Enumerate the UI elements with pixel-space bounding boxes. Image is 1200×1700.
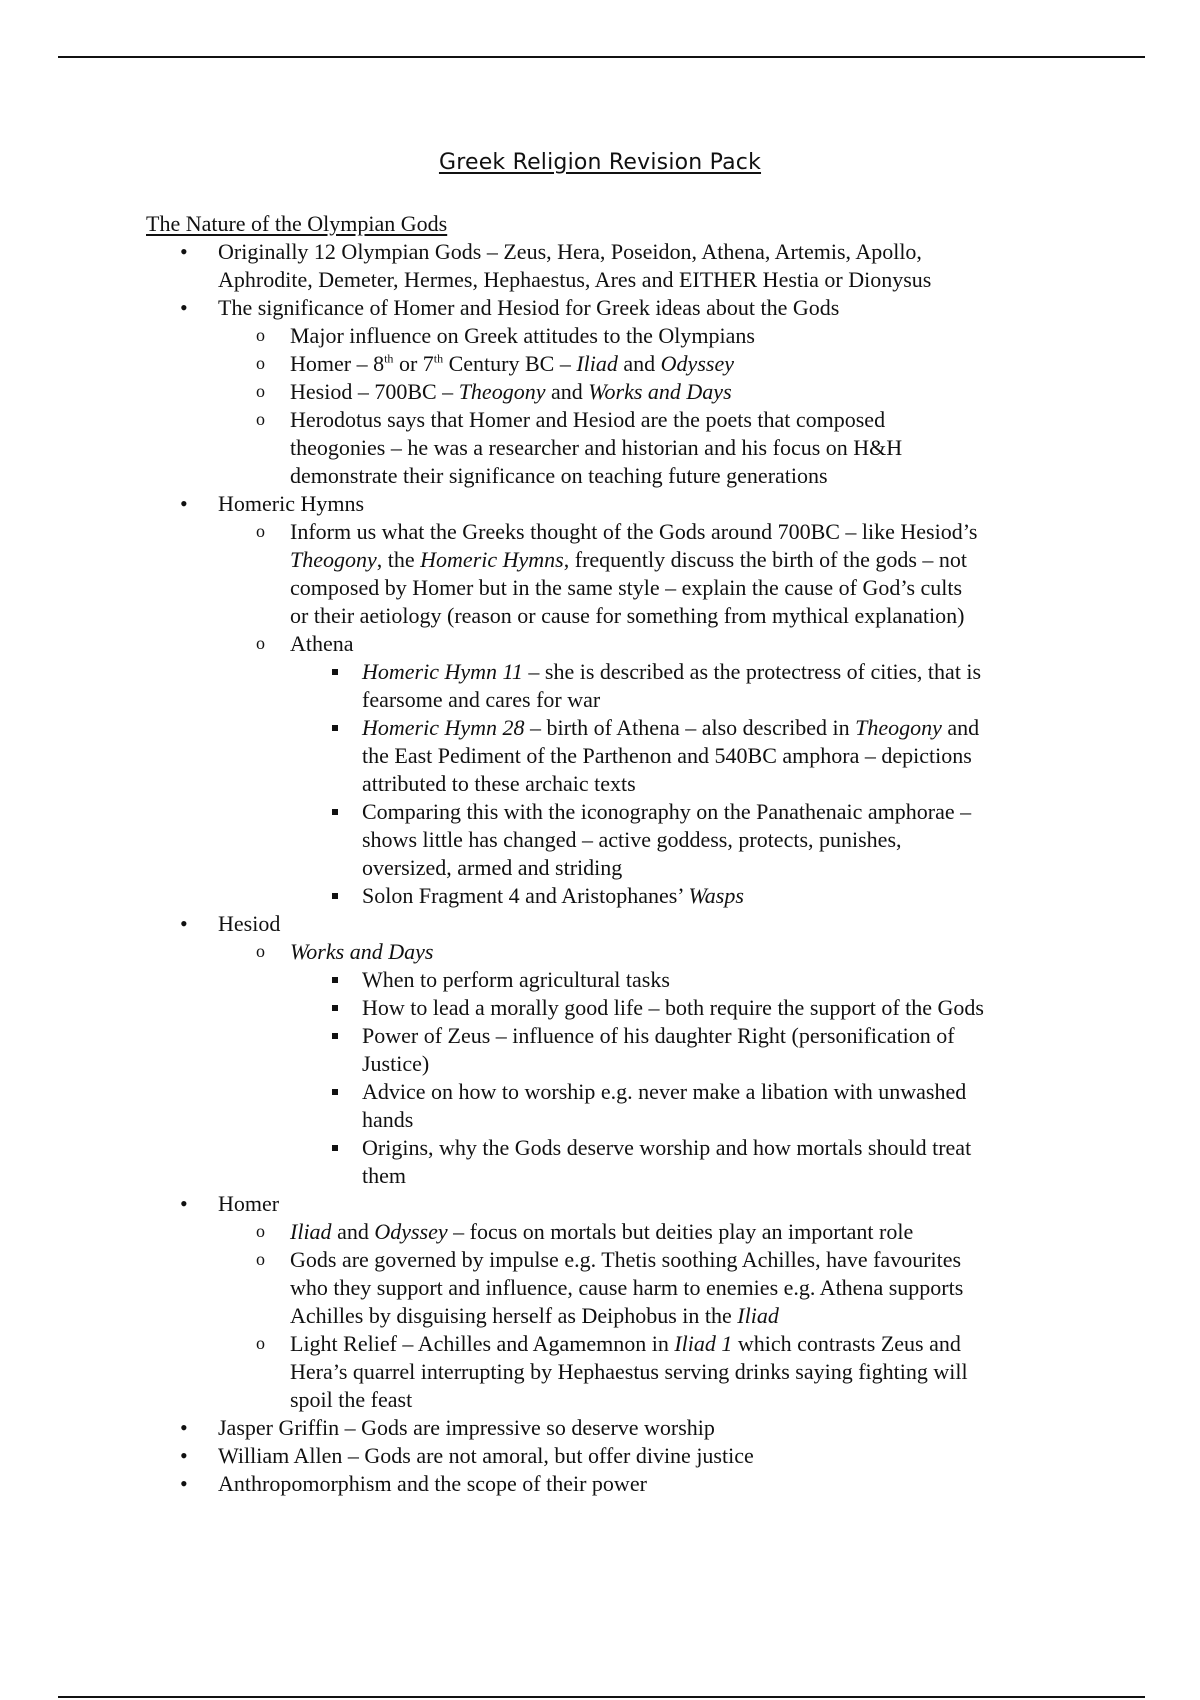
list-item: o Homer – 8th or 7th Century BC – Iliad and Odyssey: [218, 350, 1106, 378]
sub-list: [218, 518, 1106, 910]
main-bullet-list: [146, 238, 1106, 1498]
list-item: Origins, why the Gods deserve worship and how mortals should treat them: [290, 1134, 1106, 1190]
list-item: How to lead a morally good life – both require the support of the Gods: [290, 994, 1106, 1022]
list-item: o Light Relief – Achilles and Agamemnon in Iliad 1 which contrasts Zeus and Hera’s quarrel interrupting by Hephaestus serving drinks saying fighting will spoil the feast: [218, 1330, 1106, 1414]
list-item: o Herodotus says that Homer and Hesiod are the poets that composed theogonies – he was a researcher and historian and his focus on H&H demonstrate their significance on teaching future generations: [218, 406, 1106, 490]
list-item: • William Allen – Gods are not amoral, but offer divine justice: [146, 1442, 1106, 1470]
list-item: Solon Fragment 4 and Aristophanes’ Wasps: [290, 882, 1106, 910]
page-title: Greek Religion Revision Pack: [438, 150, 762, 175]
list-item: • The significance of Homer and Hesiod for Greek ideas about the Gods o Major influence on Greek attitudes to the Olympians o Homer – 8th or 7th Century BC – Iliad and Odyssey o Hesiod – 700BC – Theogony and Works and Days o Herodotus says that Homer and Hesiod are the poets that composed theogonies – he was a researcher and historian and his focus on H&H demonstrate their significance on teaching future generations: [146, 294, 1106, 490]
list-item: • Hesiod o Works and Days When to perform agricultural tasks How to lead a morally good life – both require the support of the Gods Power of Zeus – influence of his daughter Right (personification of Justice) Advice on how to worship e.g. never make a libation with unwashed hands Origins, why the Gods deserve worship and how mortals should treat them: [146, 910, 1106, 1190]
top-rule: [58, 56, 1145, 58]
list-item: o Major influence on Greek attitudes to the Olympians: [218, 322, 1106, 350]
list-item: o Iliad and Odyssey – focus on mortals but deities play an important role: [218, 1218, 1106, 1246]
document-body: [146, 210, 1106, 1498]
list-item: Power of Zeus – influence of his daughter Right (personification of Justice): [290, 1022, 1106, 1078]
list-item: • Originally 12 Olympian Gods – Zeus, Hera, Poseidon, Athena, Artemis, Apollo, Aphrodite, Demeter, Hermes, Hephaestus, Ares and EITHER Hestia or Dionysus: [146, 238, 1106, 294]
section-heading: The Nature of the Olympian Gods: [146, 211, 448, 236]
list-item: Homeric Hymn 28 – birth of Athena – also described in Theogony and the East Pediment of the Parthenon and 540BC amphora – depictions attributed to these archaic texts: [290, 714, 1106, 798]
list-item: o Athena Homeric Hymn 11 – she is described as the protectress of cities, that is fearsome and cares for war Homeric Hymn 28 – birth of Athena – also described in Theogony and the East Pediment of the Parthenon and 540BC amphora – depictions attributed to these archaic texts Comparing this with the iconography on the Panathenaic amphorae – shows little has changed – active goddess, protects, punishes, oversized, armed and striding Solon Fragment 4 and Aristophanes’ Wasps: [218, 630, 1106, 910]
list-item: o Gods are governed by impulse e.g. Thetis soothing Achilles, have favourites who they support and influence, cause harm to enemies e.g. Athena supports Achilles by disguising herself as Deiphobus in the Iliad: [218, 1246, 1106, 1330]
list-item: Homeric Hymn 11 – she is described as the protectress of cities, that is fearsome and cares for war: [290, 658, 1106, 714]
list-item: o Hesiod – 700BC – Theogony and Works and Days: [218, 378, 1106, 406]
bottom-rule: [58, 1696, 1145, 1698]
list-item: • Homeric Hymns o Inform us what the Greeks thought of the Gods around 700BC – like Hesiod’s Theogony, the Homeric Hymns, frequently discuss the birth of the gods – not composed by Homer but in the same style – explain the cause of God’s cults or their aetiology (reason or cause for something from mythical explanation) o Athena Homeric Hymn 11 – she is described as the protectress of cities, that is fearsome and cares for war Homeric Hymn 28 – birth of Athena – also described in Theogony and the East Pediment of the Parthenon and 540BC amphora – depictions attributed to these archaic texts Comparing this with the iconography on the Panathenaic amphorae – shows little has changed – active goddess, protects, punishes, oversized, armed and striding Solon Fragment 4 and Aristophanes’ Wasps: [146, 490, 1106, 910]
sub-list: [218, 1218, 1106, 1414]
list-item: • Homer o Iliad and Odyssey – focus on mortals but deities play an important role o Gods are governed by impulse e.g. Thetis soothing Achilles, have favourites who they support and influence, cause harm to enemies e.g. Athena supports Achilles by disguising herself as Deiphobus in the Iliad o Light Relief – Achilles and Agamemnon in Iliad 1 which contrasts Zeus and Hera’s quarrel interrupting by Hephaestus serving drinks saying fighting will spoil the feast: [146, 1190, 1106, 1414]
list-item: • Jasper Griffin – Gods are impressive so deserve worship: [146, 1414, 1106, 1442]
sub-list: [218, 938, 1106, 1190]
sub-list: [218, 322, 1106, 490]
list-item: When to perform agricultural tasks: [290, 966, 1106, 994]
list-item: Advice on how to worship e.g. never make a libation with unwashed hands: [290, 1078, 1106, 1134]
sub-sub-list: [290, 658, 1106, 910]
list-item: Comparing this with the iconography on the Panathenaic amphorae – shows little has changed – active goddess, protects, punishes, oversized, armed and striding: [290, 798, 1106, 882]
list-item: • Anthropomorphism and the scope of their power: [146, 1470, 1106, 1498]
list-item: o Works and Days When to perform agricultural tasks How to lead a morally good life – both require the support of the Gods Power of Zeus – influence of his daughter Right (personification of Justice) Advice on how to worship e.g. never make a libation with unwashed hands Origins, why the Gods deserve worship and how mortals should treat them: [218, 938, 1106, 1190]
list-item: o Inform us what the Greeks thought of the Gods around 700BC – like Hesiod’s Theogony, the Homeric Hymns, frequently discuss the birth of the gods – not composed by Homer but in the same style – explain the cause of God’s cults or their aetiology (reason or cause for something from mythical explanation): [218, 518, 1106, 630]
sub-sub-list: [290, 966, 1106, 1190]
